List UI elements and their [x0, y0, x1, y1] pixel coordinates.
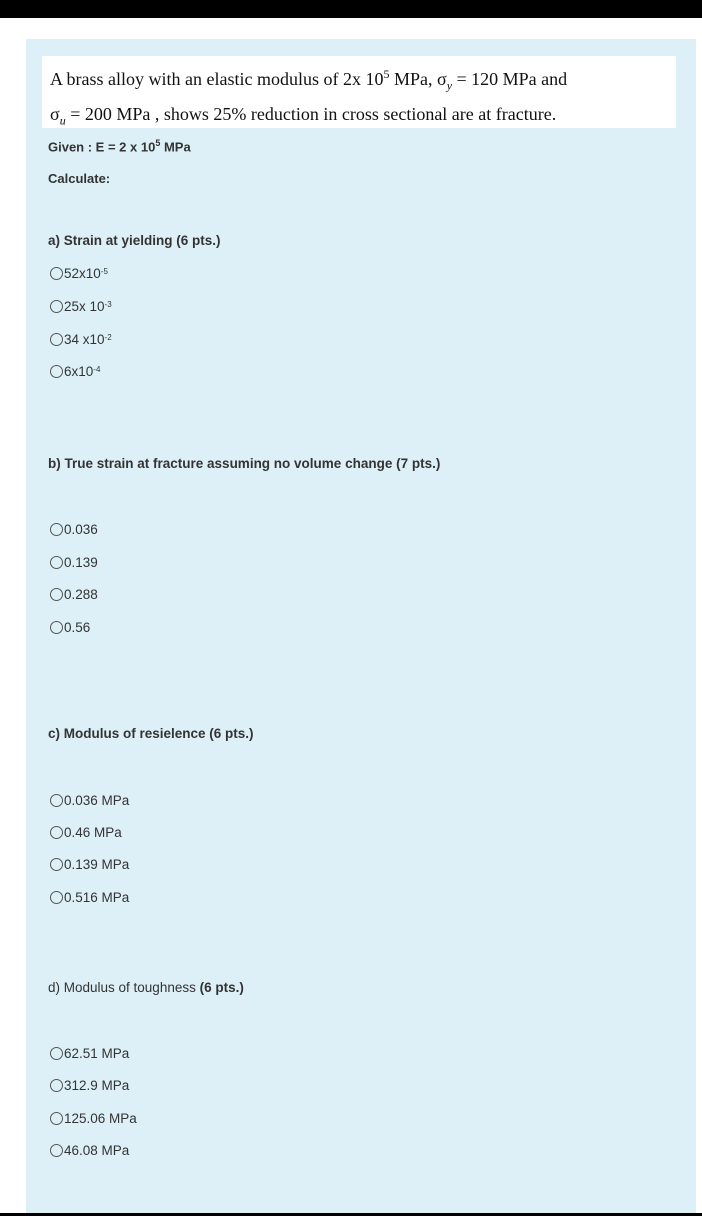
option-b4[interactable] — [50, 620, 90, 635]
question-d — [48, 980, 244, 995]
radio-button[interactable] — [50, 333, 63, 346]
option-label: 125.06 MPa — [64, 1111, 137, 1126]
radio-button[interactable] — [50, 300, 63, 313]
radio-button[interactable] — [50, 523, 63, 536]
option-c3[interactable] — [50, 857, 129, 872]
radio-button[interactable] — [50, 794, 63, 807]
question-d-points: (6 pts.) — [199, 980, 244, 995]
calculate-label: Calculate: — [48, 171, 111, 186]
exponent: 5 — [383, 67, 390, 81]
option-label: 0.516 MPa — [64, 890, 130, 905]
question-c: c) Modulus of resielence (6 pts.) — [48, 726, 254, 741]
option-label: 62.51 MPa — [64, 1046, 130, 1061]
option-d2[interactable] — [50, 1078, 129, 1093]
radio-button[interactable] — [50, 1112, 63, 1125]
option-a3[interactable] — [50, 332, 112, 347]
question-a: a) Strain at yielding (6 pts.) — [48, 233, 221, 248]
radio-button[interactable] — [50, 365, 63, 378]
option-d3[interactable] — [50, 1111, 137, 1126]
option-d4[interactable] — [50, 1143, 129, 1158]
option-b1[interactable] — [50, 522, 98, 537]
option-label: 52x10 — [64, 266, 101, 281]
problem-text: = 200 MPa , shows 25% reduction in cross sectional are at fracture. — [65, 103, 557, 124]
option-label: 25x 10 — [64, 299, 105, 314]
given-prefix: Given : E = 2 x 10 — [48, 139, 156, 155]
option-d1[interactable] — [50, 1046, 129, 1061]
problem-line-2 — [50, 100, 676, 135]
option-label: 0.139 MPa — [64, 857, 130, 872]
radio-button[interactable] — [50, 1047, 63, 1060]
option-label: 312.9 MPa — [64, 1078, 130, 1093]
question-panel — [26, 39, 696, 1213]
top-bar — [0, 0, 702, 18]
option-c4[interactable] — [50, 890, 129, 905]
option-label: 46.08 MPa — [64, 1143, 130, 1158]
problem-text: σ — [50, 103, 60, 124]
option-c1[interactable] — [50, 793, 129, 808]
option-exponent: -5 — [100, 267, 108, 276]
given-suffix: MPa — [160, 139, 191, 155]
option-label: 0.139 — [64, 555, 98, 570]
problem-text: = 120 MPa and — [452, 69, 568, 89]
option-exponent: -3 — [104, 300, 112, 309]
problem-text: A brass alloy with an elastic modulus of 2x 10 — [50, 69, 384, 89]
radio-button[interactable] — [50, 858, 63, 871]
option-a4[interactable] — [50, 364, 100, 379]
given-exponent: 5 — [155, 138, 161, 148]
radio-button[interactable] — [50, 267, 63, 280]
option-label: 0.56 — [64, 620, 91, 635]
question-b: b) True strain at fracture assuming no volume change (7 pts.) — [48, 456, 441, 471]
option-a2[interactable] — [50, 299, 112, 314]
radio-button[interactable] — [50, 1079, 63, 1092]
option-label: 6x10 — [64, 364, 94, 379]
radio-button[interactable] — [50, 891, 63, 904]
problem-statement — [42, 56, 676, 128]
radio-button[interactable] — [50, 826, 63, 839]
option-exponent: -2 — [104, 333, 112, 342]
radio-button[interactable] — [50, 621, 63, 634]
subscript: u — [59, 113, 66, 128]
question-d-text: d) Modulus of toughness — [48, 980, 200, 995]
option-label: 0.46 MPa — [64, 825, 122, 840]
subscript: y — [446, 78, 453, 93]
option-a1[interactable] — [50, 266, 108, 281]
option-label: 0.036 — [64, 522, 98, 537]
option-label: 0.036 MPa — [64, 793, 130, 808]
problem-text: MPa, σ — [389, 69, 447, 89]
option-exponent: -4 — [93, 365, 101, 374]
option-c2[interactable] — [50, 825, 122, 840]
option-label: 0.288 — [64, 587, 98, 602]
radio-button[interactable] — [50, 588, 63, 601]
radio-button[interactable] — [50, 1144, 63, 1157]
option-label: 34 x10 — [64, 332, 105, 347]
given-text — [48, 138, 191, 154]
option-b3[interactable] — [50, 587, 98, 602]
option-b2[interactable] — [50, 555, 98, 570]
radio-button[interactable] — [50, 556, 63, 569]
problem-line-1 — [50, 60, 676, 100]
